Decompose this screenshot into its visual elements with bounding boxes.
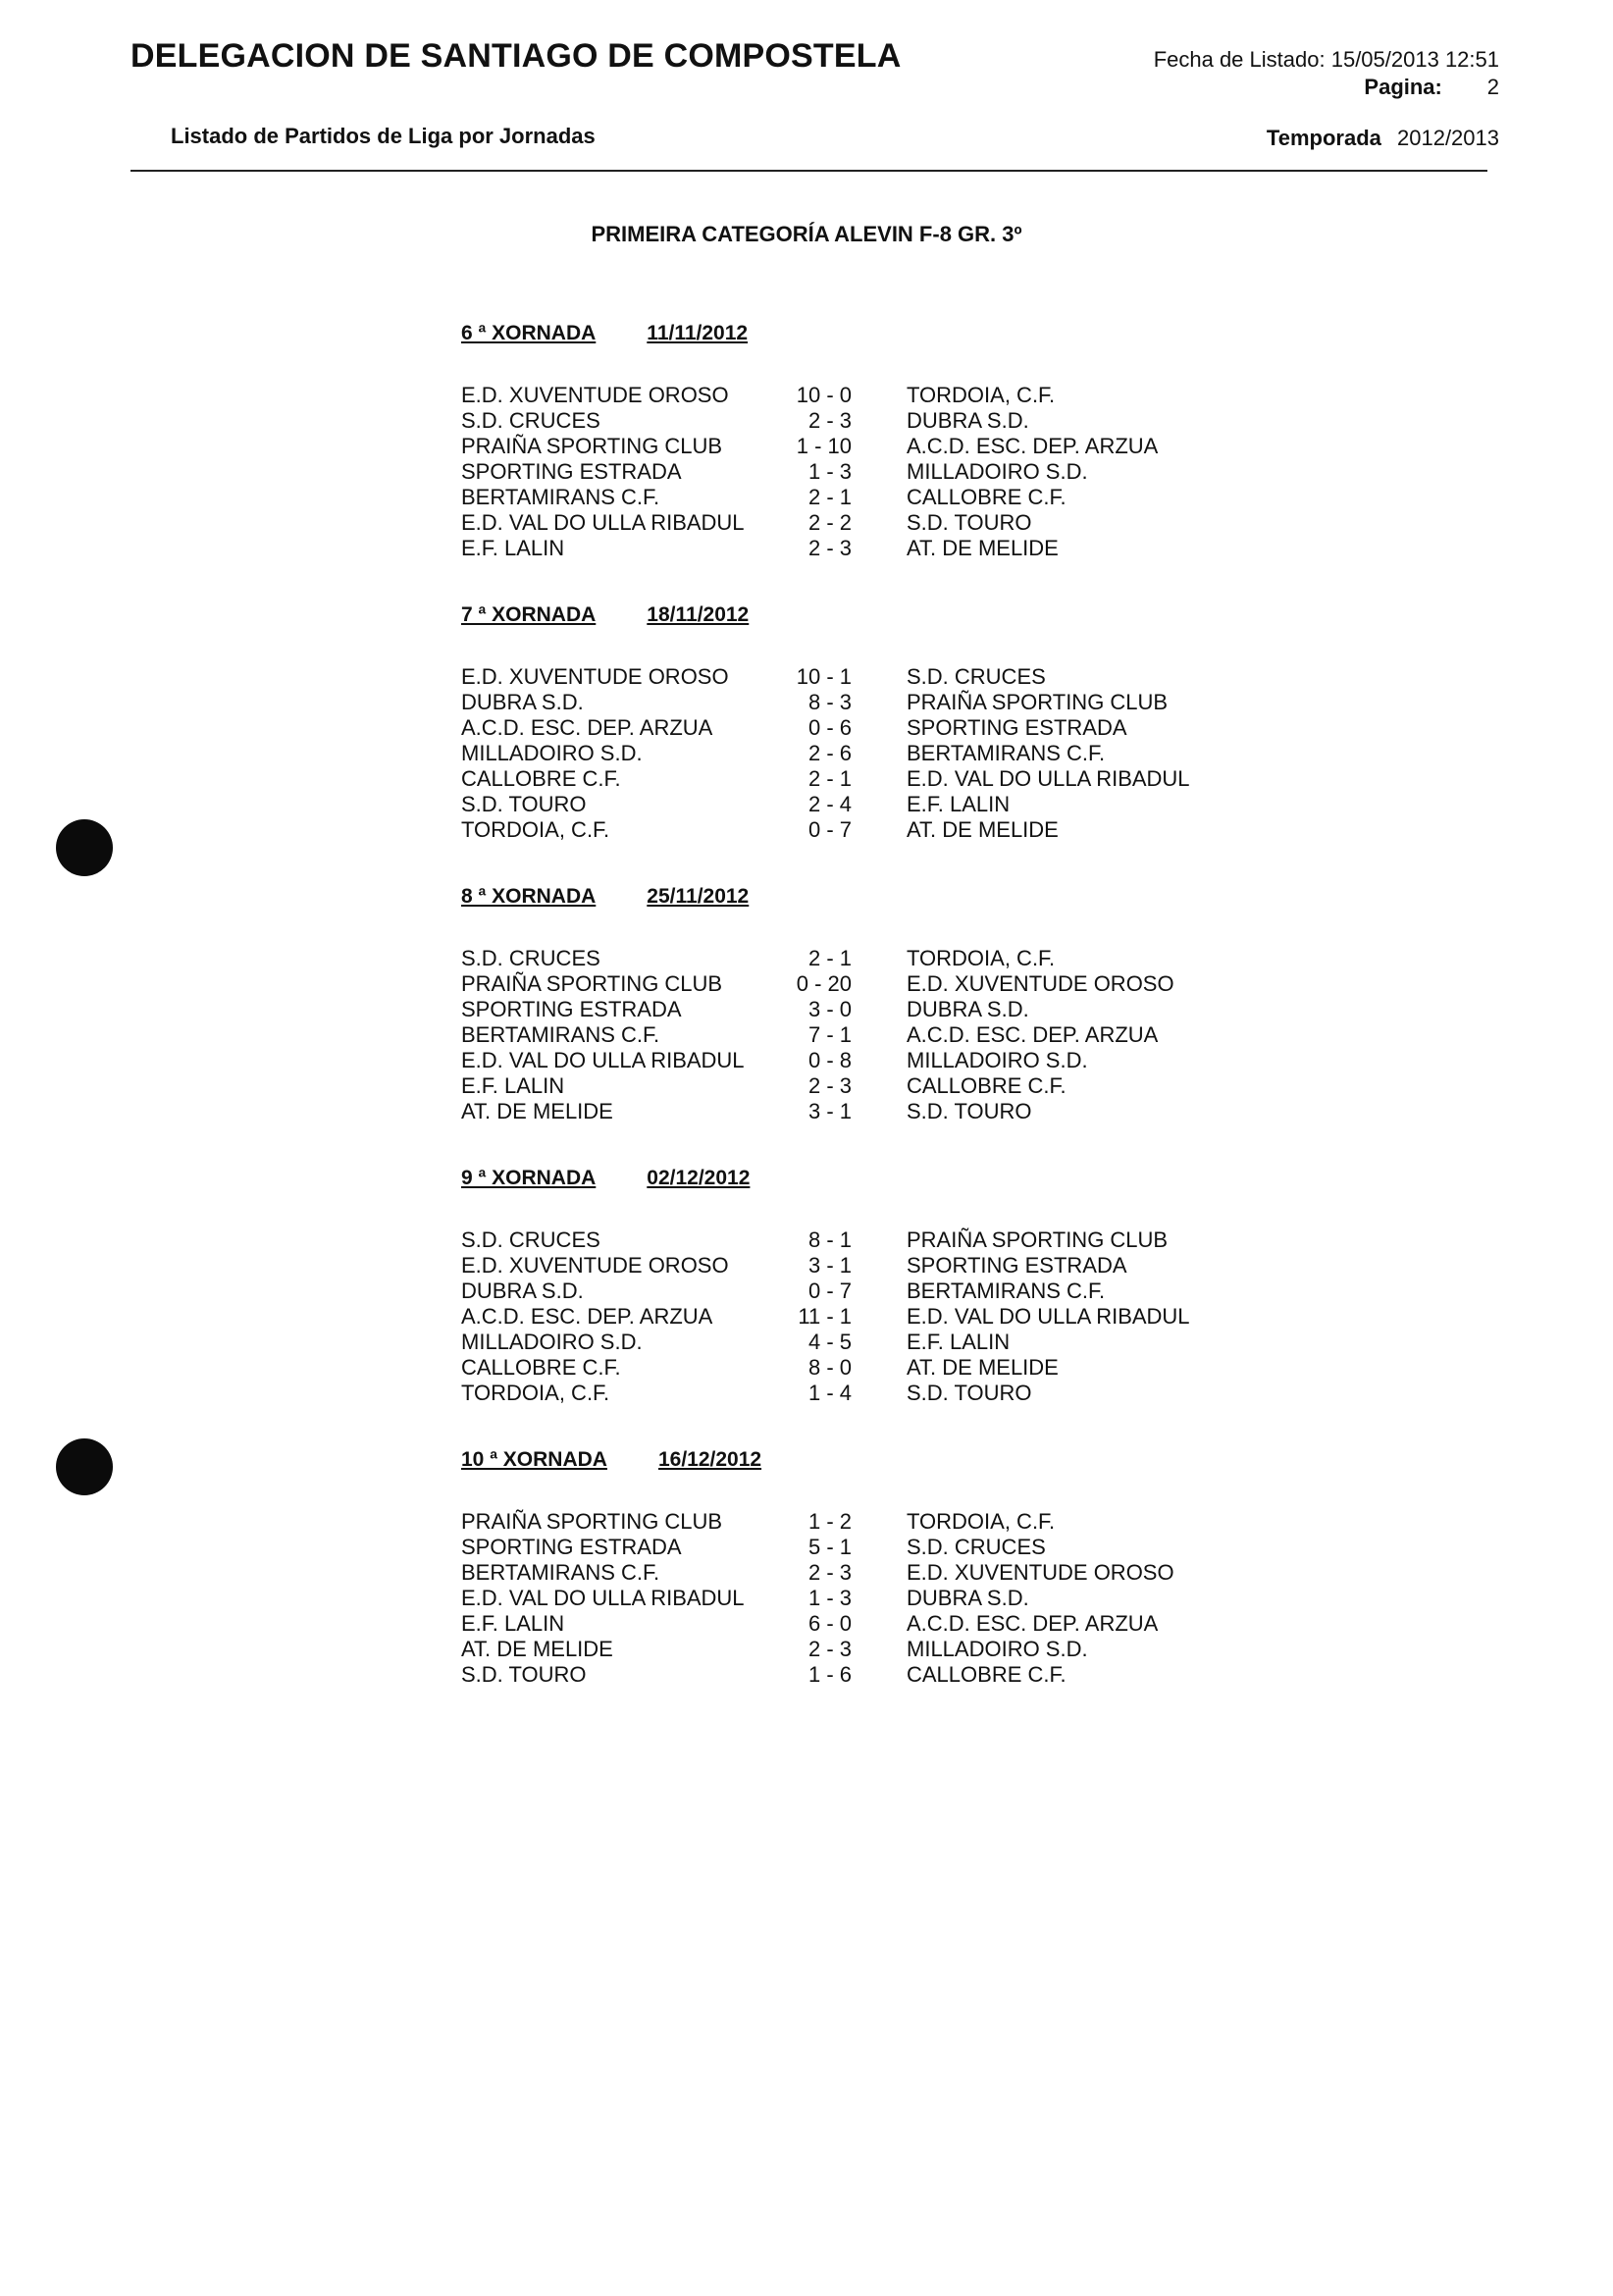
home-team: A.C.D. ESC. DEP. ARZUA — [461, 715, 713, 740]
listing-title: Listado de Partidos de Liga por Jornadas — [171, 124, 596, 148]
away-team: CALLOBRE C.F. — [907, 485, 1067, 509]
match-score: 7 - 1 — [807, 1022, 852, 1047]
home-team: BERTAMIRANS C.F. — [461, 1560, 660, 1585]
round-date: 16/12/2012 — [657, 1448, 762, 1471]
home-team: MILLADOIRO S.D. — [461, 741, 643, 765]
match-score: 10 - 0 — [796, 383, 852, 407]
category-title: PRIMEIRA CATEGORÍA ALEVIN F-8 GR. 3º — [591, 222, 1022, 246]
match-row — [461, 766, 1344, 792]
match-row — [461, 408, 1344, 434]
home-team: E.D. XUVENTUDE OROSO — [461, 664, 729, 689]
match-row — [461, 1381, 1344, 1406]
organization-title: DELEGACION DE SANTIAGO DE COMPOSTELA — [130, 37, 902, 75]
home-team: E.D. VAL DO ULLA RIBADUL — [461, 1586, 745, 1610]
home-team: DUBRA S.D. — [461, 690, 584, 714]
page-number — [1364, 75, 1499, 100]
round-title: 7 ª XORNADA — [461, 603, 597, 626]
round-date: 02/12/2012 — [647, 1167, 751, 1189]
home-team: DUBRA S.D. — [461, 1278, 584, 1303]
home-team: CALLOBRE C.F. — [461, 1355, 621, 1380]
match-score: 2 - 3 — [807, 1073, 852, 1098]
match-row — [461, 1330, 1344, 1355]
match-score: 0 - 8 — [807, 1048, 852, 1072]
match-score: 2 - 4 — [807, 792, 852, 816]
match-score: 8 - 0 — [807, 1355, 852, 1380]
home-team: E.D. VAL DO ULLA RIBADUL — [461, 1048, 745, 1072]
away-team: MILLADOIRO S.D. — [907, 459, 1088, 484]
away-team: AT. DE MELIDE — [907, 1355, 1059, 1380]
header-divider — [130, 170, 1487, 172]
away-team: E.D. VAL DO ULLA RIBADUL — [907, 1304, 1190, 1329]
punch-hole — [56, 1438, 113, 1495]
match-score: 2 - 1 — [807, 946, 852, 970]
temporada-value: 2012/2013 — [1397, 126, 1499, 150]
temporada-label: Temporada — [1266, 126, 1381, 150]
fecha-label: Fecha de Listado: — [1153, 47, 1326, 72]
match-row — [461, 1535, 1344, 1560]
home-team: S.D. CRUCES — [461, 946, 600, 970]
match-row — [461, 1586, 1344, 1611]
match-row — [461, 383, 1344, 408]
away-team: PRAIÑA SPORTING CLUB — [907, 1227, 1169, 1252]
match-row — [461, 1253, 1344, 1278]
round-section — [461, 885, 1344, 1124]
match-row — [461, 817, 1344, 843]
home-team: BERTAMIRANS C.F. — [461, 1022, 660, 1047]
away-team: BERTAMIRANS C.F. — [907, 741, 1106, 765]
home-team: PRAIÑA SPORTING CLUB — [461, 1509, 723, 1534]
match-row — [461, 1662, 1344, 1688]
match-list — [461, 383, 1344, 561]
match-row — [461, 1099, 1344, 1124]
away-team: E.D. VAL DO ULLA RIBADUL — [907, 766, 1190, 791]
round-heading — [461, 885, 1344, 911]
match-score: 1 - 4 — [807, 1381, 852, 1405]
match-row — [461, 1355, 1344, 1381]
season — [1267, 126, 1499, 151]
match-row — [461, 1278, 1344, 1304]
away-team: SPORTING ESTRADA — [907, 1253, 1127, 1278]
match-row — [461, 664, 1344, 690]
match-row — [461, 1022, 1344, 1048]
match-score: 10 - 1 — [796, 664, 852, 689]
match-row — [461, 690, 1344, 715]
away-team: SPORTING ESTRADA — [907, 715, 1127, 740]
away-team: S.D. CRUCES — [907, 1535, 1046, 1559]
match-list — [461, 664, 1344, 843]
match-list — [461, 946, 1344, 1124]
round-section — [461, 1167, 1344, 1406]
match-score: 4 - 5 — [807, 1330, 852, 1354]
away-team: E.F. LALIN — [907, 792, 1011, 816]
home-team: S.D. CRUCES — [461, 408, 600, 433]
home-team: AT. DE MELIDE — [461, 1099, 613, 1123]
round-section — [461, 1448, 1344, 1688]
match-score: 0 - 7 — [807, 817, 852, 842]
round-date: 11/11/2012 — [647, 322, 749, 344]
home-team: E.D. XUVENTUDE OROSO — [461, 1253, 729, 1278]
home-team: TORDOIA, C.F. — [461, 1381, 610, 1405]
home-team: S.D. TOURO — [461, 792, 587, 816]
away-team: S.D. TOURO — [907, 1381, 1032, 1405]
round-title: 8 ª XORNADA — [461, 885, 597, 908]
match-row — [461, 1611, 1344, 1637]
round-title: 6 ª XORNADA — [461, 322, 597, 344]
round-title: 9 ª XORNADA — [461, 1167, 597, 1189]
match-score: 2 - 3 — [807, 536, 852, 560]
home-team: E.F. LALIN — [461, 1073, 565, 1098]
round-date: 18/11/2012 — [647, 603, 750, 626]
away-team: S.D. TOURO — [907, 1099, 1032, 1123]
home-team: AT. DE MELIDE — [461, 1637, 613, 1661]
round-title: 10 ª XORNADA — [461, 1448, 607, 1471]
match-row — [461, 715, 1344, 741]
away-team: CALLOBRE C.F. — [907, 1662, 1067, 1687]
match-row — [461, 946, 1344, 971]
home-team: E.D. XUVENTUDE OROSO — [461, 383, 729, 407]
match-row — [461, 1304, 1344, 1330]
away-team: E.D. XUVENTUDE OROSO — [907, 1560, 1174, 1585]
match-score: 2 - 3 — [807, 1560, 852, 1585]
match-row — [461, 971, 1344, 997]
match-row — [461, 1637, 1344, 1662]
away-team: E.F. LALIN — [907, 1330, 1011, 1354]
match-score: 2 - 2 — [807, 510, 852, 535]
away-team: E.D. XUVENTUDE OROSO — [907, 971, 1174, 996]
away-team: PRAIÑA SPORTING CLUB — [907, 690, 1169, 714]
pagina-label: Pagina: — [1364, 75, 1442, 99]
match-score: 2 - 3 — [807, 408, 852, 433]
round-heading — [461, 322, 1344, 347]
round-heading — [461, 1448, 1344, 1474]
home-team: S.D. TOURO — [461, 1662, 587, 1687]
match-score: 1 - 6 — [807, 1662, 852, 1687]
match-row — [461, 1073, 1344, 1099]
match-row — [461, 434, 1344, 459]
match-score: 1 - 10 — [796, 434, 852, 458]
away-team: S.D. TOURO — [907, 510, 1032, 535]
round-date: 25/11/2012 — [647, 885, 750, 908]
home-team: A.C.D. ESC. DEP. ARZUA — [461, 1304, 713, 1329]
home-team: E.D. VAL DO ULLA RIBADUL — [461, 510, 745, 535]
pagina-value: 2 — [1486, 75, 1499, 99]
round-heading — [461, 1167, 1344, 1192]
away-team: A.C.D. ESC. DEP. ARZUA — [907, 1022, 1159, 1047]
away-team: TORDOIA, C.F. — [907, 383, 1056, 407]
match-row — [461, 997, 1344, 1022]
home-team: S.D. CRUCES — [461, 1227, 600, 1252]
match-row — [461, 510, 1344, 536]
round-heading — [461, 603, 1344, 629]
match-row — [461, 1560, 1344, 1586]
match-score: 2 - 1 — [807, 485, 852, 509]
home-team: PRAIÑA SPORTING CLUB — [461, 971, 723, 996]
match-list — [461, 1227, 1344, 1406]
match-score: 11 - 1 — [798, 1304, 852, 1329]
away-team: DUBRA S.D. — [907, 997, 1029, 1021]
away-team: A.C.D. ESC. DEP. ARZUA — [907, 1611, 1159, 1636]
away-team: DUBRA S.D. — [907, 1586, 1029, 1610]
home-team: E.F. LALIN — [461, 1611, 565, 1636]
match-score: 0 - 7 — [807, 1278, 852, 1303]
home-team: SPORTING ESTRADA — [461, 997, 682, 1021]
match-score: 1 - 2 — [807, 1509, 852, 1534]
match-score: 1 - 3 — [807, 1586, 852, 1610]
away-team: MILLADOIRO S.D. — [907, 1637, 1088, 1661]
match-score: 0 - 20 — [796, 971, 852, 996]
match-row — [461, 1227, 1344, 1253]
round-section — [461, 322, 1344, 561]
match-row — [461, 1048, 1344, 1073]
away-team: TORDOIA, C.F. — [907, 1509, 1056, 1534]
home-team: E.F. LALIN — [461, 536, 565, 560]
match-score: 2 - 1 — [807, 766, 852, 791]
match-score: 1 - 3 — [807, 459, 852, 484]
home-team: PRAIÑA SPORTING CLUB — [461, 434, 723, 458]
match-score: 3 - 0 — [807, 997, 852, 1021]
match-row — [461, 1509, 1344, 1535]
listing-date — [1154, 47, 1499, 73]
match-row — [461, 741, 1344, 766]
match-score: 3 - 1 — [807, 1099, 852, 1123]
away-team: DUBRA S.D. — [907, 408, 1029, 433]
match-score: 3 - 1 — [807, 1253, 852, 1278]
match-score: 2 - 6 — [807, 741, 852, 765]
home-team: BERTAMIRANS C.F. — [461, 485, 660, 509]
match-score: 5 - 1 — [807, 1535, 852, 1559]
match-list — [461, 1509, 1344, 1688]
home-team: SPORTING ESTRADA — [461, 1535, 682, 1559]
away-team: A.C.D. ESC. DEP. ARZUA — [907, 434, 1159, 458]
away-team: BERTAMIRANS C.F. — [907, 1278, 1106, 1303]
match-row — [461, 792, 1344, 817]
away-team: MILLADOIRO S.D. — [907, 1048, 1088, 1072]
home-team: TORDOIA, C.F. — [461, 817, 610, 842]
home-team: SPORTING ESTRADA — [461, 459, 682, 484]
fecha-value: 15/05/2013 12:51 — [1330, 47, 1499, 72]
away-team: CALLOBRE C.F. — [907, 1073, 1067, 1098]
away-team: AT. DE MELIDE — [907, 536, 1059, 560]
punch-hole — [56, 819, 113, 876]
round-section — [461, 603, 1344, 843]
away-team: AT. DE MELIDE — [907, 817, 1059, 842]
match-row — [461, 536, 1344, 561]
away-team: S.D. CRUCES — [907, 664, 1046, 689]
match-score: 8 - 1 — [807, 1227, 852, 1252]
match-row — [461, 459, 1344, 485]
match-row — [461, 485, 1344, 510]
match-score: 8 - 3 — [807, 690, 852, 714]
home-team: MILLADOIRO S.D. — [461, 1330, 643, 1354]
home-team: CALLOBRE C.F. — [461, 766, 621, 791]
match-score: 0 - 6 — [807, 715, 852, 740]
away-team: TORDOIA, C.F. — [907, 946, 1056, 970]
match-score: 2 - 3 — [807, 1637, 852, 1661]
match-score: 6 - 0 — [807, 1611, 852, 1636]
